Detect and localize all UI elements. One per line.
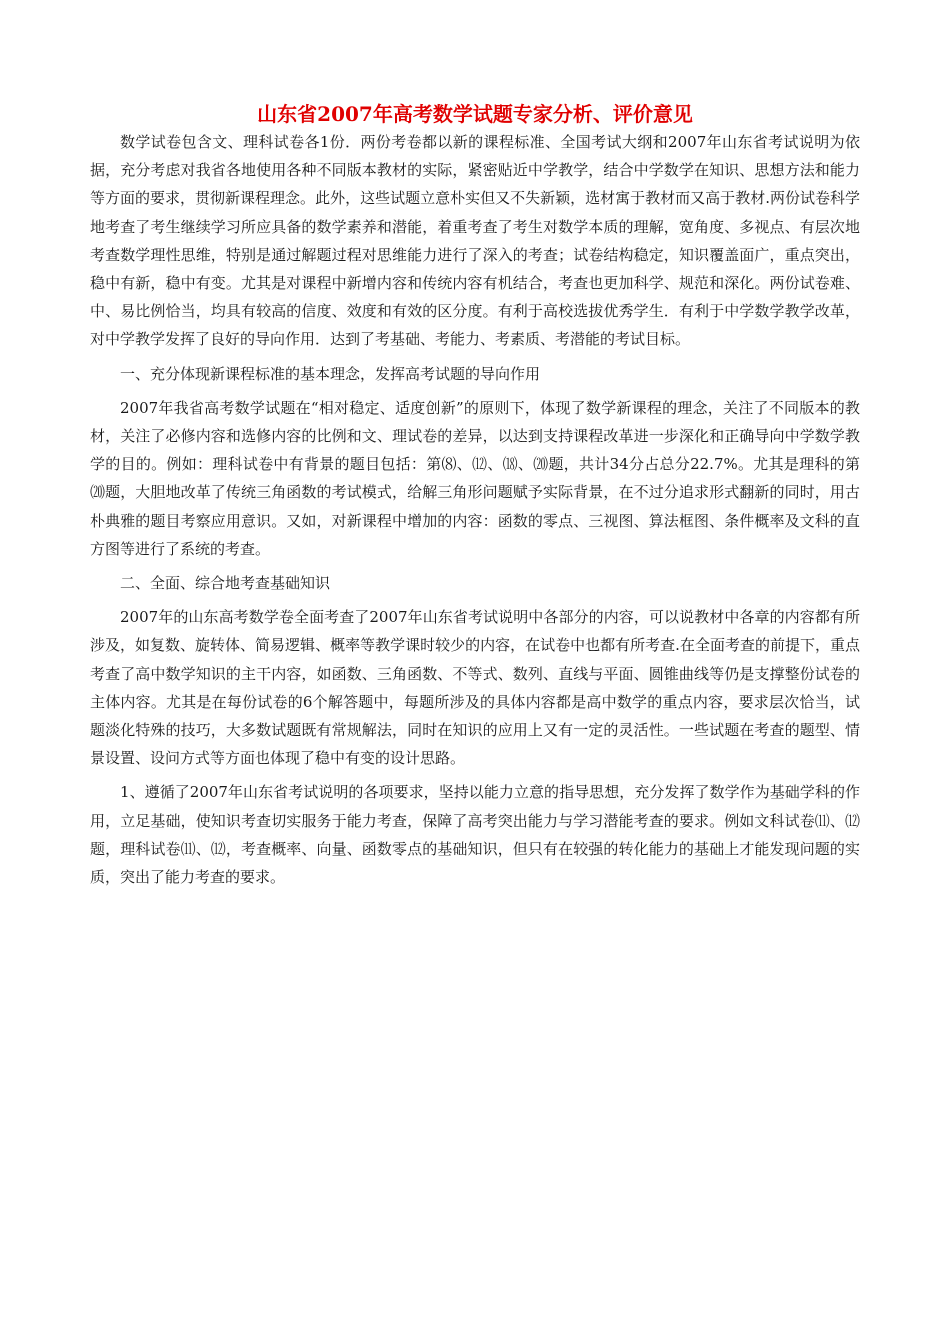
paragraph-intro: 数学试卷包含文、理科试卷各1份．两份考卷都以新的课程标准、全国考试大纲和2007年山东省考试说明为依据，充分考虑对我省各地使用各种不同版本教材的实际，紧密贴近中学教学，结合中学数学在知识、思想方法和能力等方面的要求，贯彻新课程理念。此外，这些试题立意朴实但又不失新颖，选材寓于教材而又高于教材.两份试卷科学地考查了考生继续学习所应具备的数学素养和潜能，着重考查了考生对数学本质的理解，宽角度、多视点、有层次地考查数学理性思维，特别是通过解题过程对思维能力进行了深入的考查；试卷结构稳定，知识覆盖面广，重点突出，稳中有新，稳中有变。尤其是对课程中新增内容和传统内容有机结合，考查也更加科学、规范和深化。两份试卷难、中、易比例恰当，均具有较高的信度、效度和有效的区分度。有利于高校选拔优秀学生．有利于中学数学教学改革，对中学教学发挥了良好的导向作用．达到了考基础、考能力、考素质、考潜能的考试目标。 bbox=[90, 133, 860, 349]
section-heading-2: 二、全面、综合地考查基础知识 bbox=[120, 574, 331, 593]
paragraph-section-2: 2007年的山东高考数学卷全面考查了2007年山东省考试说明中各部分的内容，可以说教材中各章的内容都有所涉及，如复数、旋转体、简易逻辑、概率等教学课时较少的内容，在试卷中也都有所考查.在全面考查的前提下，重点考查了高中数学知识的主干内容，如函数、三角函数、不等式、数列、直线与平面、圆锥曲线等仍是支撑整份试卷的主体内容。尤其是在每份试卷的6个解答题中，每题所涉及的具体内容都是高中数学的重点内容，要求层次恰当，试题淡化特殊的技巧，大多数试题既有常规解法，同时在知识的应用上又有一定的灵活性。一些试题在考查的题型、情景设置、设问方式等方面也体现了稳中有变的设计思路。 bbox=[90, 608, 860, 768]
paragraph-point-1: 1、遵循了2007年山东省考试说明的各项要求，坚持以能力立意的指导思想，充分发挥了数学作为基础学科的作用，立足基础，使知识考查切实服务于能力考查，保障了高考突出能力与学习潜能考查的要求。例如文科试卷⑾、⑿题，理科试卷⑾、⑿，考查概率、向量、函数零点的基础知识，但只有在较强的转化能力的基础上才能发现问题的实质，突出了能力考查的要求。 bbox=[90, 783, 860, 887]
document-title: 山东省2007年高考数学试题专家分析、评价意见 bbox=[257, 102, 693, 126]
paragraph-section-1: 2007年我省高考数学试题在“相对稳定、适度创新”的原则下，体现了数学新课程的理念，关注了不同版本的教材，关注了必修内容和选修内容的比例和文、理试卷的差异，以达到支持课程改革进一步深化和正确导向中学数学教学的目的。例如：理科试卷中有背景的题目包括：第⑻、⑿、⒅、⒇题，共计34分占总分22.7%。尤其是理科的第⒇题，大胆地改革了传统三角函数的考试模式，给解三角形问题赋予实际背景，在不过分追求形式翻新的同时，用古朴典雅的题目考察应用意识。又如，对新课程中增加的内容：函数的零点、三视图、算法框图、条件概率及文科的直方图等进行了系统的考查。 bbox=[90, 398, 860, 558]
document-body bbox=[90, 128, 860, 891]
section-heading-1: 一、充分体现新课程标准的基本理念，发挥高考试题的导向作用 bbox=[120, 364, 541, 383]
